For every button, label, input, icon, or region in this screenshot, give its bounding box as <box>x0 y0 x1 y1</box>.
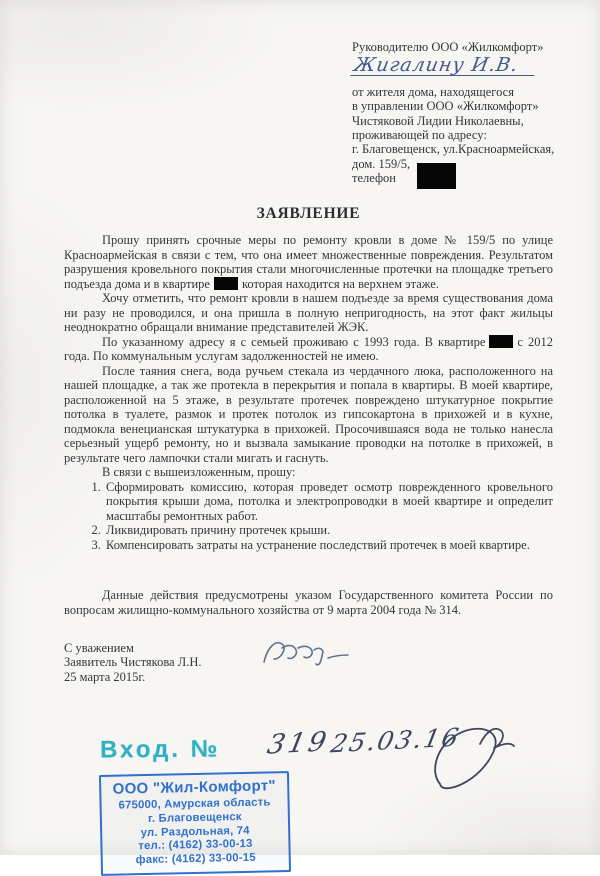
from-line: телефон <box>352 171 396 186</box>
stamp-line: 675000, Амурская область <box>118 796 271 812</box>
paragraph-text: с 2012 года. По коммунальным услугам задолженностей не имею. <box>64 334 553 363</box>
closing-block <box>64 641 202 684</box>
addressee-name-handwritten: Жигалину И.В. <box>350 56 538 76</box>
paragraph-text: которая находится на верхнем этаже. <box>241 276 439 291</box>
request-item-2: 2. Ликвидировать причину протечек крыши. <box>104 523 553 538</box>
paragraph-legal-basis: Данные действия предусмотрены указом Государственного комитета России по вопросам жилищно-коммунального хозяйства от 9 марта 2004 года № 314. <box>64 588 553 617</box>
stamp-org-name: ООО "Жил-Комфорт" <box>112 777 277 798</box>
paragraph-text: Прошу принять срочные меры по ремонту кровли в доме № 159/5 по улице Красноармейская в связи с тем, что она имеет множественные повреждения. Результатом разрушения кровельного покрытия стали многочисленные протечки на площадке третьего подъезда дома и в квартире <box>64 233 553 291</box>
organization-stamp <box>99 771 291 876</box>
addressee-block <box>352 40 572 186</box>
paragraph-residence <box>64 335 553 364</box>
stamp-area <box>0 720 600 867</box>
from-line: г. Благовещенск, ул.Красноармейская, <box>352 142 555 157</box>
incoming-number-stamp-label: Вход. № <box>99 735 221 764</box>
document-body <box>64 233 553 617</box>
redaction-box-apartment-1 <box>214 277 238 290</box>
stamp-line: факс: (4162) 33-00-15 <box>135 851 256 867</box>
redaction-box-address <box>417 163 456 189</box>
from-line: проживающей по адресу: <box>352 128 487 143</box>
stamp-line: ул. Раздольная, 74 <box>140 824 250 839</box>
stamp-line: г. Благовещенск <box>147 810 242 825</box>
paragraph-request <box>64 233 553 291</box>
stamp-line: тел.: (4162) 33-00-13 <box>138 838 253 853</box>
paragraph-roof-history: Хочу отметить, что ремонт кровли в нашем подъезде за время существования дома ни разу не проводился, и она пришла в полную непригодность, на этот факт жильцы неоднократно обращали внимание представителей ЖЭК. <box>64 291 553 334</box>
from-line: от жителя дома, находящегося <box>352 84 514 99</box>
closing-date: 25 марта 2015г. <box>64 669 146 684</box>
paragraph-text: По указанному адресу я с семьей проживаю с 1993 года. В квартире <box>102 334 486 349</box>
from-line: Чистяковой Лидии Николаевны, <box>352 113 524 128</box>
addressee-line: Руководителю ООО «Жилкомфорт» <box>352 40 544 54</box>
request-item-3: 3. Компенсировать затраты на устранение последствий протечек в моей квартире. <box>104 538 553 553</box>
paragraph-damage: После таяния снега, вода ручьем стекала из чердачного люка, расположенного на нашей площадке, а так же протекла в перекрытия и попала в квартиры. В моей квартире, расположенной на 5 этаже, в результате протечек повреждено штукатурное покрытие потолка в туалете, размок и протек потолок из гипсокартона в прихожей и в кухне, подмокла венецианская штукатурка в прихожей. Просочившаяся вода не только нанесла серьезный ущерб ремонту, но и вызвала замыкание проводки на потолке в прихожей, в результате чего лампочки стали мигать и гаснуть. <box>64 363 553 465</box>
paragraph-therefore: В связи с вышеизложенным, прошу: <box>102 465 296 479</box>
request-item-1: 1. Сформировать комиссию, которая проведет осмотр поврежденного кровельного покрытия крыши дома, потолка и электропроводки в моей квартире и определит масштабы ремонтных работ. <box>104 480 553 524</box>
incoming-number-handwritten: 319 <box>264 726 332 761</box>
incoming-date-handwritten: 25.03.16 <box>328 722 463 759</box>
receiver-signature <box>428 722 518 802</box>
from-line: в управлении ООО «Жилкомфорт» <box>352 99 539 114</box>
closing-regards: С уважением <box>64 641 134 655</box>
from-line: дом. 159/5, <box>352 156 411 171</box>
applicant-signature <box>258 636 353 676</box>
requests-list <box>64 480 553 553</box>
closing-applicant: Заявитель Чистякова Л.Н. <box>64 655 202 670</box>
redaction-box-apartment-2 <box>489 335 513 348</box>
document-title: ЗАЯВЛЕНИЕ <box>256 205 361 222</box>
